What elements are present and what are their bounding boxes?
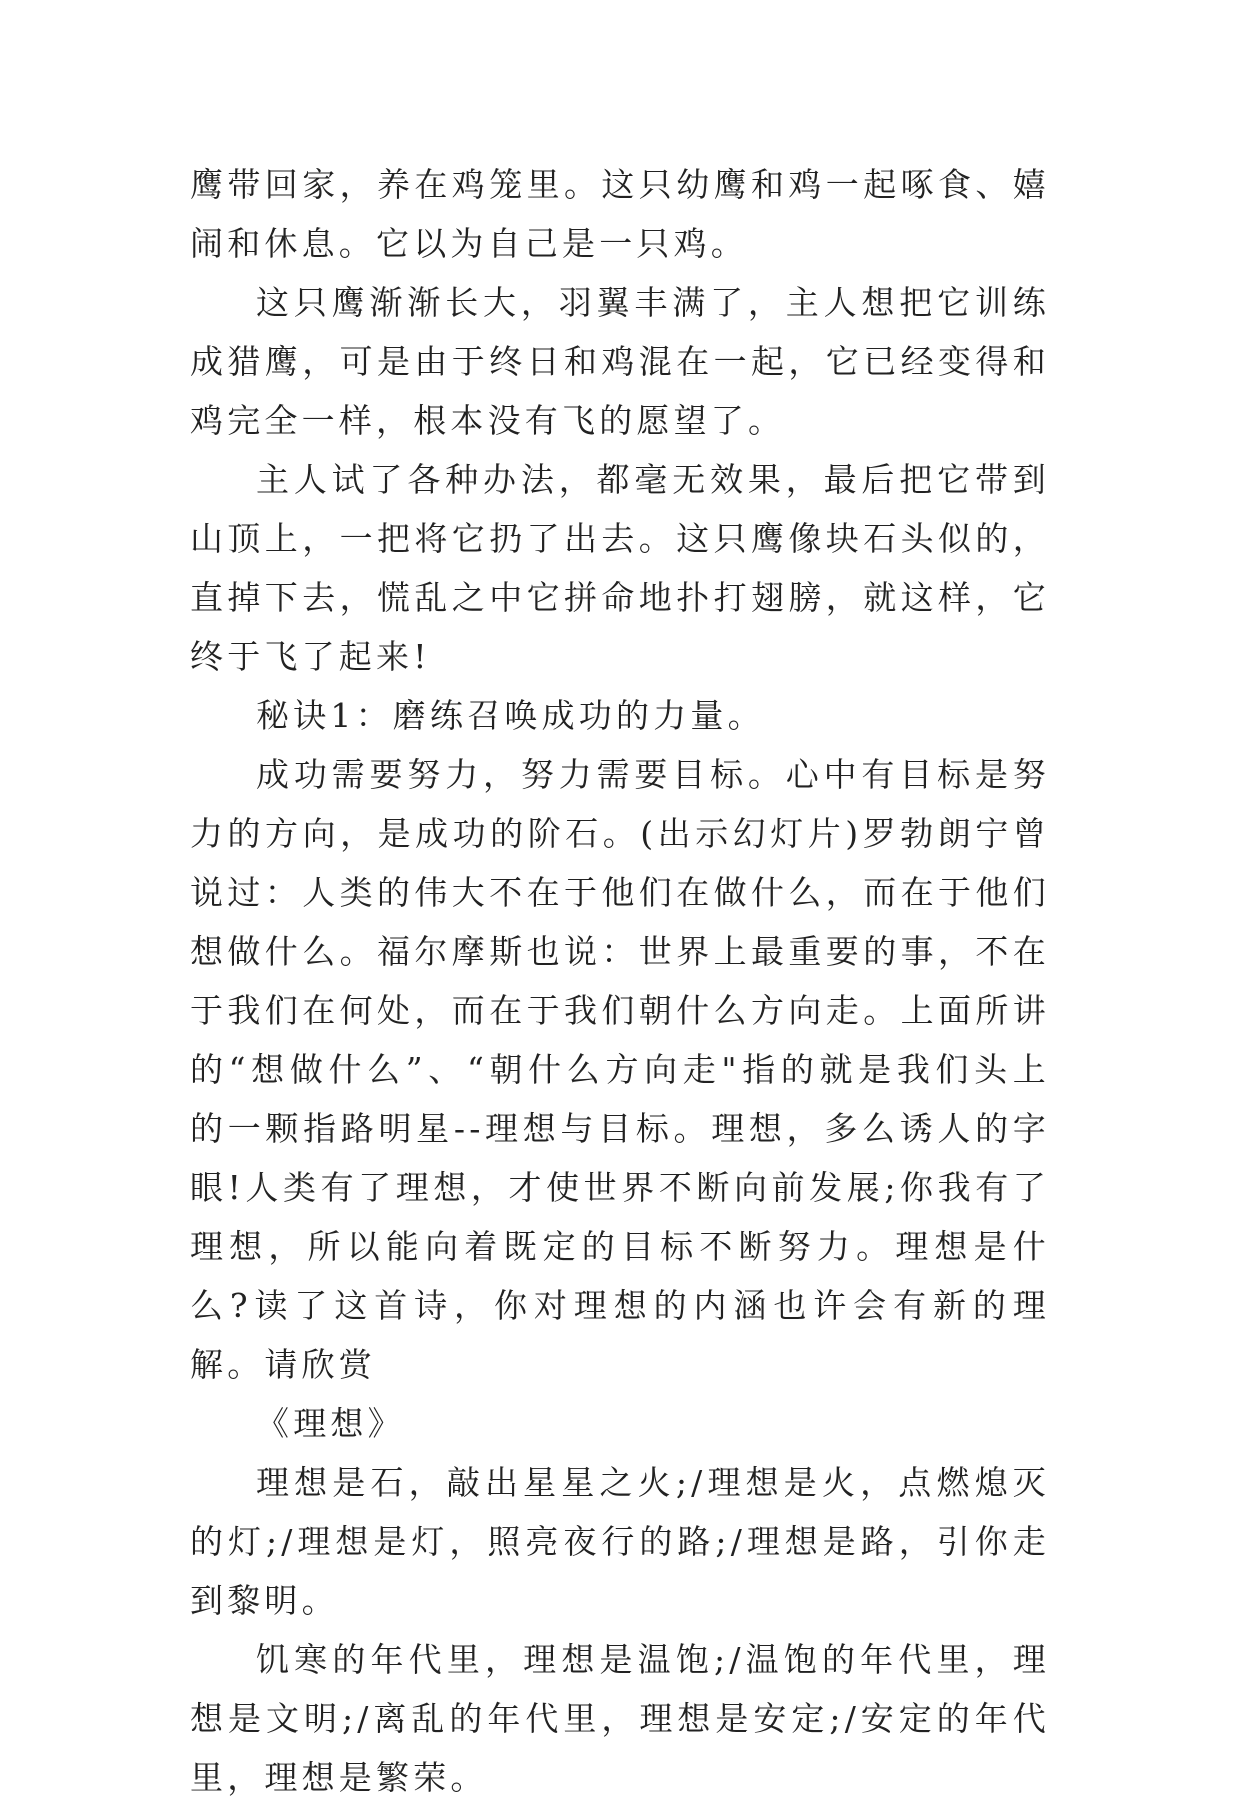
document-body xyxy=(190,155,1050,1807)
poem-title: 《理想》 xyxy=(256,1404,405,1443)
poem-stanza-two: 饥寒的年代里，理想是温饱;/温饱的年代里，理想是文明;/离乱的年代里，理想是安定;/安定的年代里，理想是繁荣。 xyxy=(190,1640,1050,1797)
paragraph-eagle-home: 鹰带回家，养在鸡笼里。这只幼鹰和鸡一起啄食、嬉闹和休息。它以为自己是一只鸡。 xyxy=(190,165,1050,263)
poem-stanza-one: 理想是石，敲出星星之火;/理想是火，点燃熄灭的灯;/理想是灯，照亮夜行的路;/理想是路，引你走到黎明。 xyxy=(190,1463,1050,1620)
paragraph-secret-one: 秘诀1：磨练召唤成功的力量。 xyxy=(256,696,765,735)
paragraph-eagle-grows: 这只鹰渐渐长大，羽翼丰满了，主人想把它训练成猎鹰，可是由于终日和鸡混在一起，它已经变得和鸡完全一样，根本没有飞的愿望了。 xyxy=(190,283,1050,440)
paragraph-eagle-flies: 主人试了各种办法，都毫无效果，最后把它带到山顶上，一把将它扔了出去。这只鹰像块石头似的，直掉下去，慌乱之中它拼命地扑打翅膀，就这样，它终于飞了起来! xyxy=(190,460,1050,676)
paragraph-goals: 成功需要努力，努力需要目标。心中有目标是努力的方向，是成功的阶石。(出示幻灯片)罗勃朗宁曾说过：人类的伟大不在于他们在做什么，而在于他们想做什么。福尔摩斯也说：世界上最重要的事，不在于我们在何处，而在于我们朝什么方向走。上面所讲的“想做什么”、“朝什么方向走"指的就是我们头上的一颗指路明星--理想与目标。理想，多么诱人的字眼!人类有了理想，才使世界不断向前发展;你我有了理想，所以能向着既定的目标不断努力。理想是什么?读了这首诗，你对理想的内涵也许会有新的理解。请欣赏 xyxy=(190,755,1050,1384)
